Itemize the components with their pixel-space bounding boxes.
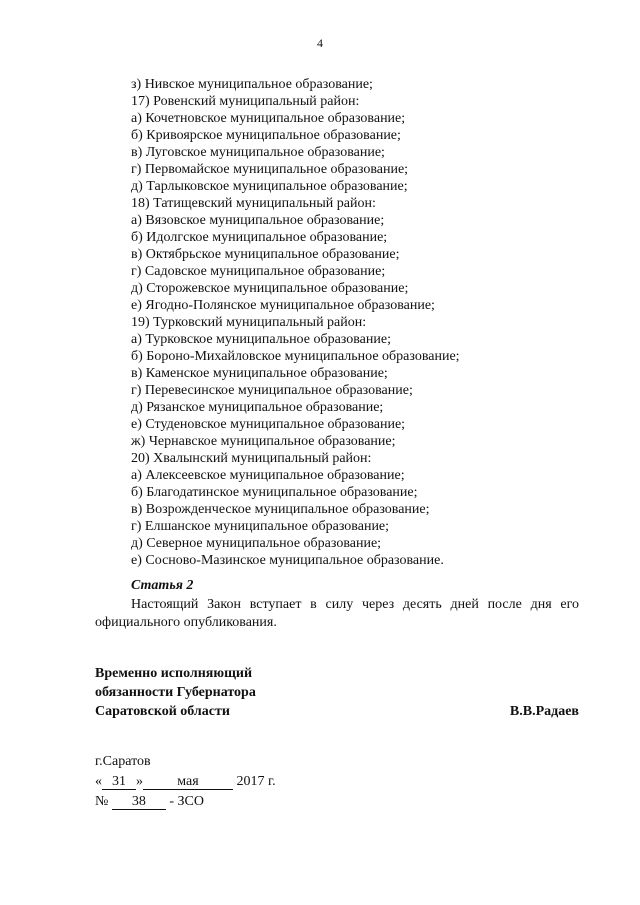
list-item: б) Кривоярское муниципальное образование; [131,128,401,143]
number-line [95,792,276,812]
city: г.Саратов [95,754,151,769]
list-item: д) Северное муниципальное образование; [131,536,382,551]
list-item: 18) Татищевский муниципальный район: [131,196,376,211]
list-item: в) Луговское муниципальное образование; [131,145,385,160]
number-suffix: - ЗСО [169,794,204,809]
list-item: з) Нивское муниципальное образование; [131,77,373,92]
list-item: в) Каменское муниципальное образование; [131,366,388,381]
list-item: 17) Ровенский муниципальный район: [131,94,360,109]
signatory-title-line-2: обязанности Губернатора [95,685,256,700]
signatory-title-line-3: Саратовской области [95,704,230,719]
list-item: г) Первомайское муниципальное образование; [131,162,409,177]
date-open-quote: « [95,774,102,789]
article-text-line-1: Настоящий Закон вступает в силу через десять дней после дня его [131,597,579,612]
list-item: д) Рязанское муниципальное образование; [131,400,384,415]
signature-block [95,664,579,721]
signatory-title-line-1: Временно исполняющий [95,666,253,681]
article-text [95,596,579,632]
article-heading: Статья 2 [131,578,194,593]
list-item: б) Бороно-Михайловское муниципальное образование; [131,349,460,364]
list-item: е) Сосново-Мазинское муниципальное образование. [131,553,444,568]
date-close-quote: » [136,774,143,789]
list-item: б) Идолгское муниципальное образование; [131,230,388,245]
list-item: в) Октябрьское муниципальное образование; [131,247,400,262]
municipal-list [131,76,591,569]
number-sign: № [95,794,109,809]
list-item: е) Ягодно-Полянское муниципальное образование; [131,298,435,313]
list-item: г) Садовское муниципальное образование; [131,264,386,279]
date-year: 2017 г. [236,774,276,789]
article-text-line-2: официального опубликования. [95,615,277,630]
list-item: е) Студеновское муниципальное образование; [131,417,406,432]
list-item: д) Тарлыковское муниципальное образование; [131,179,408,194]
place-date-block [95,752,276,812]
list-item: г) Перевесинское муниципальное образование; [131,383,413,398]
page-number: 4 [317,36,323,50]
list-item: 20) Хвалынский муниципальный район: [131,451,372,466]
list-item: 19) Турковский муниципальный район: [131,315,367,330]
list-item: ж) Чернавское муниципальное образование; [131,434,396,449]
list-item: в) Возрожденческое муниципальное образование; [131,502,430,517]
list-item: а) Турковское муниципальное образование; [131,332,391,347]
law-number: 38 [112,794,166,810]
date-month: мая [143,774,233,790]
list-item: а) Алексеевское муниципальное образование; [131,468,405,483]
list-item: д) Сторожевское муниципальное образование; [131,281,409,296]
date-day: 31 [102,774,136,790]
date-line [95,772,276,792]
list-item: а) Вязовское муниципальное образование; [131,213,385,228]
list-item: а) Кочетновское муниципальное образование; [131,111,406,126]
list-item: г) Елшанское муниципальное образование; [131,519,390,534]
signatory-name: В.В.Радаев [509,704,579,719]
list-item: б) Благодатинское муниципальное образование; [131,485,418,500]
